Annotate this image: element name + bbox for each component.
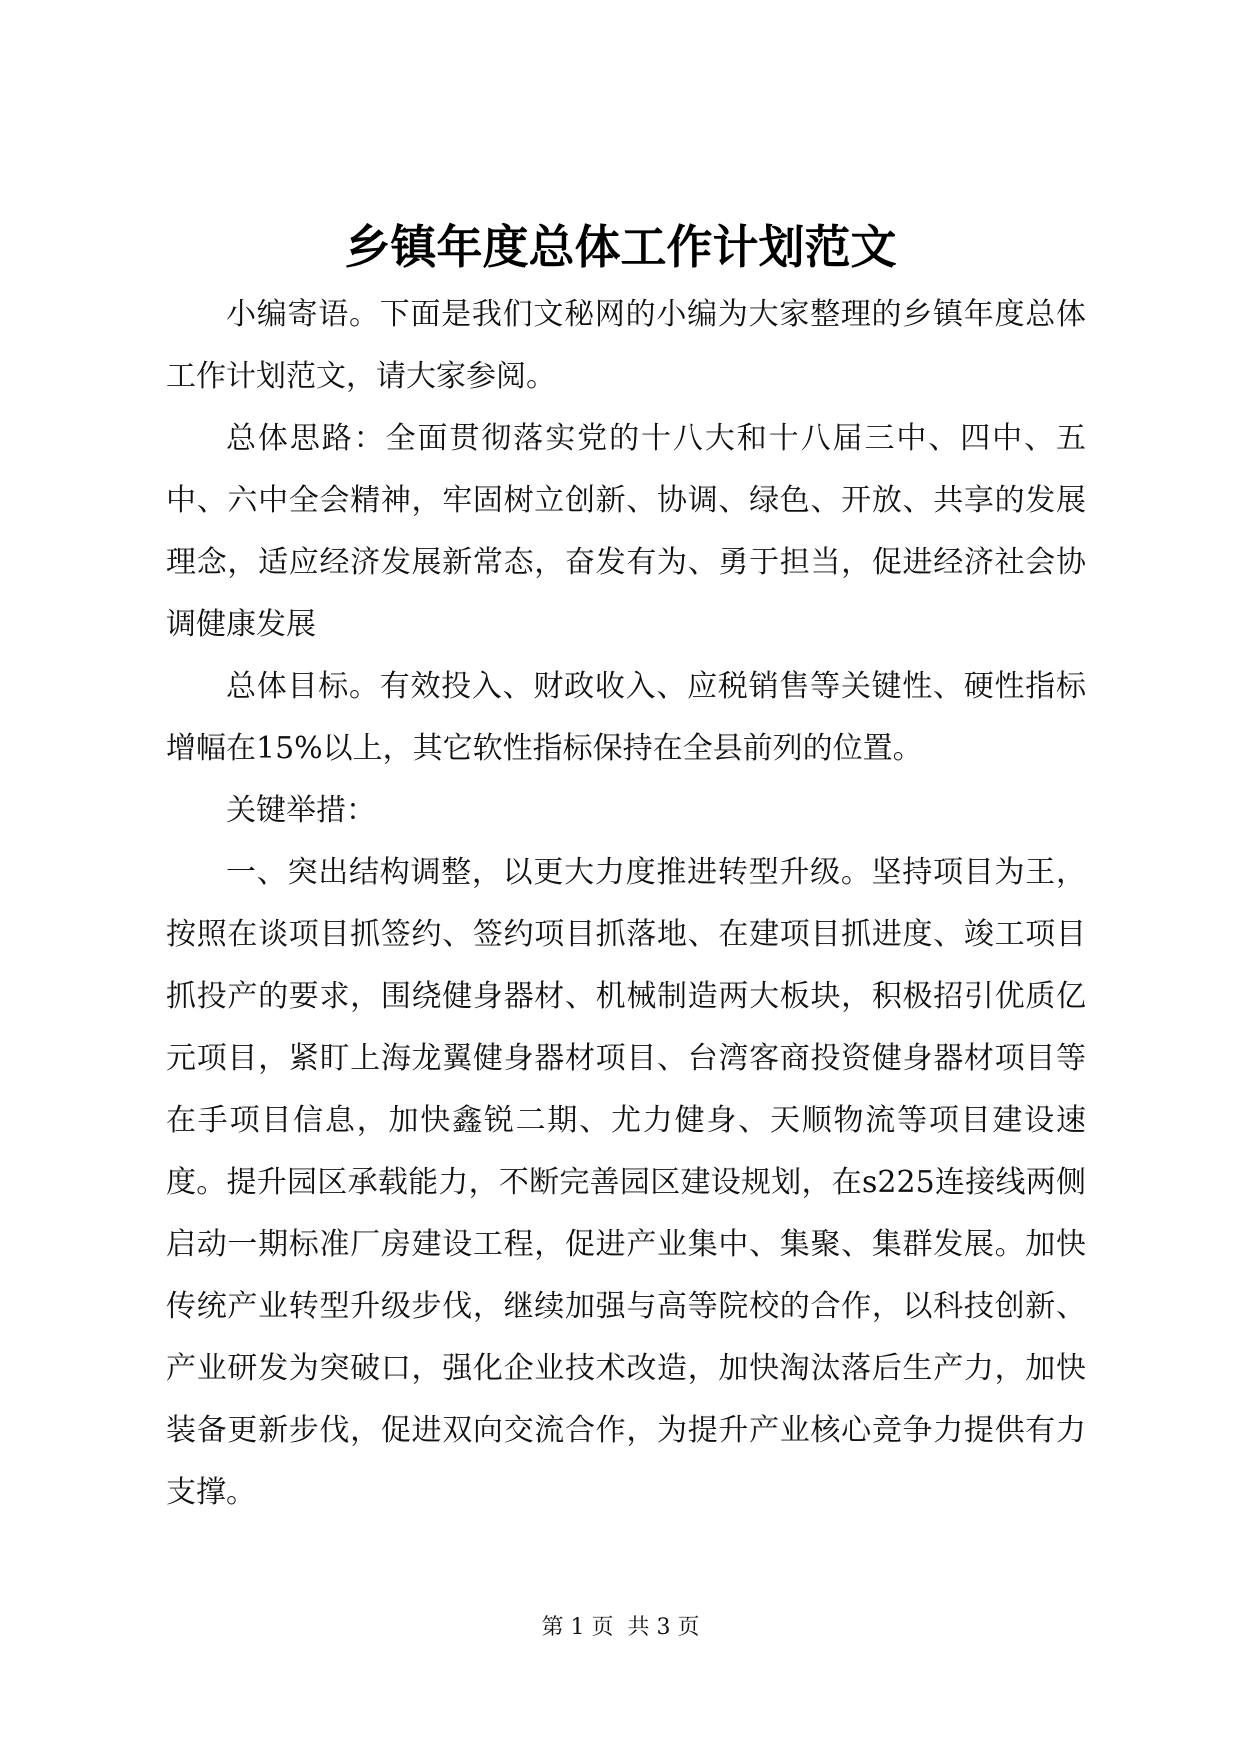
page-footer: [0, 1613, 1241, 1643]
paragraph-key-measures-heading: 关键举措：: [226, 793, 376, 828]
paragraph-intro: 小编寄语。下面是我们文秘网的小编为大家整理的乡镇年度总体工作计划范文，请大家参阅。: [166, 297, 1086, 394]
paragraph-overall-goal: 总体目标。有效投入、财政收入、应税销售等关键性、硬性指标增幅在15%以上，其它软性指标保持在全县前列的位置。: [166, 669, 1086, 766]
page-number-label: 第 1 页 共 3 页: [541, 1615, 700, 1640]
paragraph-measure-one: 一、突出结构调整，以更大力度推进转型升级。坚持项目为王，按照在谈项目抓签约、签约项目抓落地、在建项目抓进度、竣工项目抓投产的要求，围绕健身器材、机械制造两大板块，积极招引优质亿元项目，紧盯上海龙翼健身器材项目、台湾客商投资健身器材项目等在手项目信息，加快鑫锐二期、尤力健身、天顺物流等项目建设速度。提升园区承载能力，不断完善园区建设规划，在s225连接线两侧启动一期标准厂房建设工程，促进产业集中、集聚、集群发展。加快传统产业转型升级步伐，继续加强与高等院校的合作，以科技创新、产业研发为突破口，强化企业技术改造，加快淘汰落后生产力，加快装备更新步伐，促进双向交流合作，为提升产业核心竞争力提供有力支撑。: [166, 855, 1086, 1510]
document-title: 乡镇年度总体工作计划范文: [344, 220, 897, 274]
paragraph-overall-idea: 总体思路：全面贯彻落实党的十八大和十八届三中、四中、五中、六中全会精神，牢固树立创新、协调、绿色、开放、共享的发展理念，适应经济发展新常态，奋发有为、勇于担当，促进经济社会协调健康发展: [166, 421, 1086, 642]
document-body: [166, 284, 1086, 1524]
